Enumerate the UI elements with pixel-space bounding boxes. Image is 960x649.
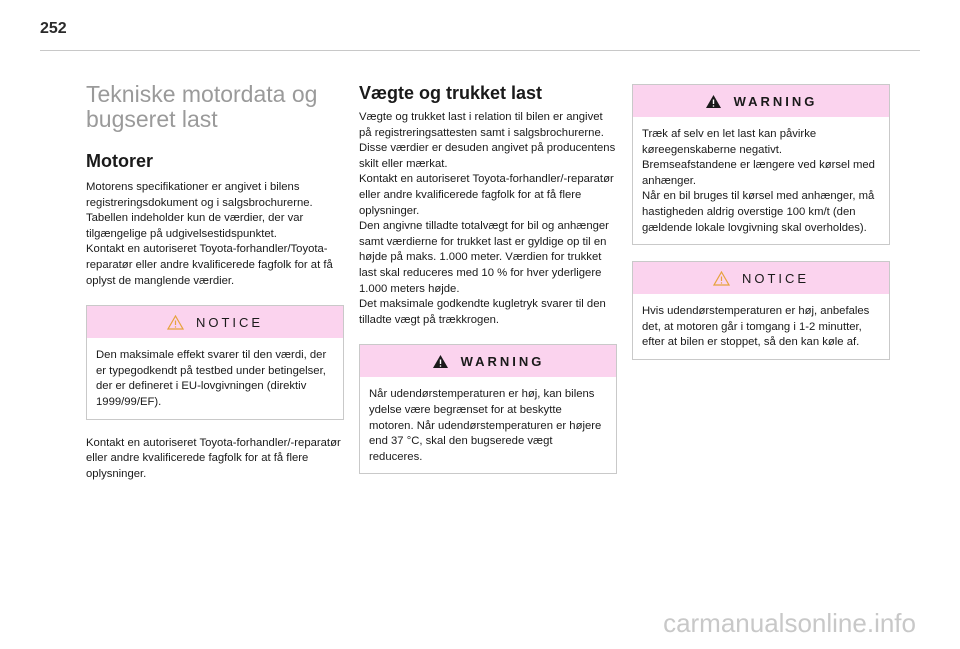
warning-outline-icon xyxy=(167,315,184,330)
contact-text: Kontakt en autoriseret Toyota-forhandler/-reparatør eller andre kvalificerede fagfolk for at få flere oplysninger. xyxy=(86,436,341,480)
header-rule xyxy=(40,50,920,51)
warning-filled-icon xyxy=(432,354,449,369)
warning-label: WARNING xyxy=(733,93,818,109)
warning-text: Når udendørstemperaturen er høj, kan bilens ydelse være begrænset for at beskytte motoren. Når udendørstemperaturen er højere end 37 °C, skal den bugserede vægt reduceres. xyxy=(369,388,602,463)
notice-label: NOTICE xyxy=(195,314,264,330)
warning-box xyxy=(632,84,890,245)
page-number: 252 xyxy=(40,20,67,37)
notice-text: Den maksimale effekt svarer til den værdi, der er typegodkendt på testbed under betingelser, der er defineret i EU-lovgivningen (direktiv 1999/99/EF). xyxy=(96,349,327,408)
warning-header xyxy=(360,345,616,377)
warning-label: WARNING xyxy=(460,353,545,369)
warning-header xyxy=(633,85,889,117)
heading-motorer: Motorer xyxy=(86,151,153,171)
notice-label: NOTICE xyxy=(741,270,810,286)
notice-header xyxy=(633,262,889,294)
column-2 xyxy=(359,82,617,474)
watermark-text: carmanualsonline.info xyxy=(663,608,916,638)
warning-filled-icon xyxy=(705,94,722,109)
heading-vaegte: Vægte og trukket last xyxy=(359,83,543,103)
section-title: Tekniske motordata og bugseret last xyxy=(86,81,318,132)
notice-header xyxy=(87,306,343,338)
warning-box xyxy=(359,344,617,474)
column-1 xyxy=(86,82,344,482)
motorer-body: Motorens specifikationer er angivet i bilens registreringsdokument og i salgsbrochurerne. Tabellen indeholder kun de værdier, der var tilgængelige på udgivelsestidspunktet. Kontakt en autoriseret Toyota-forhandler/Toyota-reparatør eller andre kvalificerede fagfolk for at få oplyst de manglende værdier. xyxy=(86,181,333,287)
notice-box xyxy=(632,261,890,360)
notice-text: Hvis udendørstemperaturen er høj, anbefales det, at motoren går i tomgang i 1-2 minutter, efter at bilen er stoppet, så den kan køle af. xyxy=(642,305,870,349)
vaegte-body: Vægte og trukket last i relation til bilen er angivet på registreringsattesten samt i salgsbrochurerne. Disse værdier er desuden angivet på producentens skilt eller mærkat. Kontakt en autoriseret Toyota-forhandler/-reparatør eller andre kvalificerede fagfolk for at få flere oplysninger. Den angivne tilladte totalvægt for bil og anhænger samt værdierne for trukket last er gyldige op til en højde på maks. 1.000 meter. Værdien for trukket last skal reduceres med 10 % for hver yderligere 1.000 meters højde. Det maksimale godkendte kugletryk svarer til den tilladte vægt på trækkrogen. xyxy=(359,111,616,326)
warning-text: Træk af selv en let last kan påvirke køreegenskaberne negativt. Bremseafstandene er længere ved kørsel med anhænger. Når en bil bruges til kørsel med anhænger, må hastigheden aldrig overstige 100 km/t (den gældende lokale lovgivning skal overholdes). xyxy=(642,128,875,234)
column-3 xyxy=(632,84,890,360)
warning-outline-icon xyxy=(713,271,730,286)
notice-box xyxy=(86,305,344,419)
